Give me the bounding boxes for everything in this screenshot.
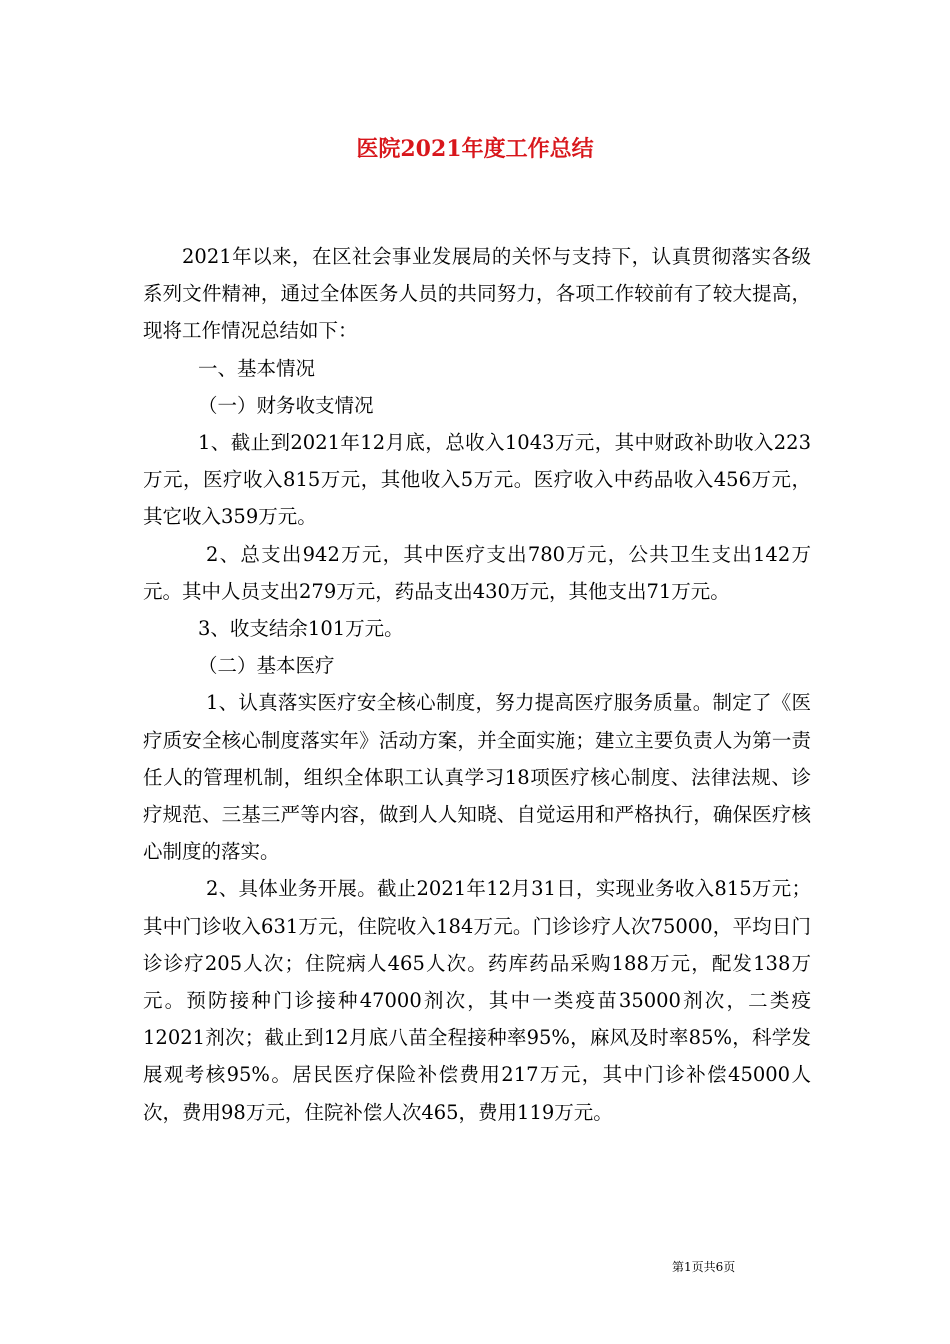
page-number-footer: 第1页共6页 [672,1260,736,1274]
document-body [143,238,811,1131]
section-heading-basic: 一、基本情况 [198,356,316,380]
finance-expense-paragraph: 2、总支出942万元，其中医疗支出780万元，公共卫生支出142万元。其中人员支出279万元，药品支出430万元，其他支出71万元。 [143,542,811,603]
document-title: 医院2021年度工作总结 [356,136,594,162]
intro-paragraph: 2021年以来，在区社会事业发展局的关怀与支持下，认真贯彻落实各级系列文件精神，通过全体医务人员的共同努力，各项工作较前有了较大提高，现将工作情况总结如下： [143,245,811,343]
subsection-heading-finance: （一）财务收支情况 [198,393,374,417]
subsection-heading-medical: （二）基本医疗 [198,654,335,678]
finance-balance-paragraph: 3、收支结余101万元。 [198,617,404,641]
business-paragraph: 2、具体业务开展。截止2021年12月31日，实现业务收入815万元；其中门诊收入631万元，住院收入184万元。门诊诊疗人次75000，平均日门诊诊疗205人次；住院病人465人次。药库药品采购188万元，配发138万元。预防接种门诊接种47000剂次，其中一类疫苗35000剂次，二类疫12021剂次；截止到12月底八苗全程接种率95%，麻风及时率85%，科学发展观考核95%。居民医疗保险补偿费用217万元，其中门诊补偿45000人次，费用98万元，住院补偿人次465，费用119万元。 [143,877,811,1124]
finance-income-paragraph: 1、截止到2021年12月底，总收入1043万元，其中财政补助收入223万元，医疗收入815万元，其他收入5万元。医疗收入中药品收入456万元，其它收入359万元。 [143,431,811,529]
medical-safety-paragraph: 1、认真落实医疗安全核心制度，努力提高医疗服务质量。制定了《医疗质安全核心制度落实年》活动方案，并全面实施；建立主要负责人为第一责任人的管理机制，组织全体职工认真学习18项医疗核心制度、法律法规、诊疗规范、三基三严等内容，做到人人知晓、自觉运用和严格执行，确保医疗核心制度的落实。 [143,691,811,864]
